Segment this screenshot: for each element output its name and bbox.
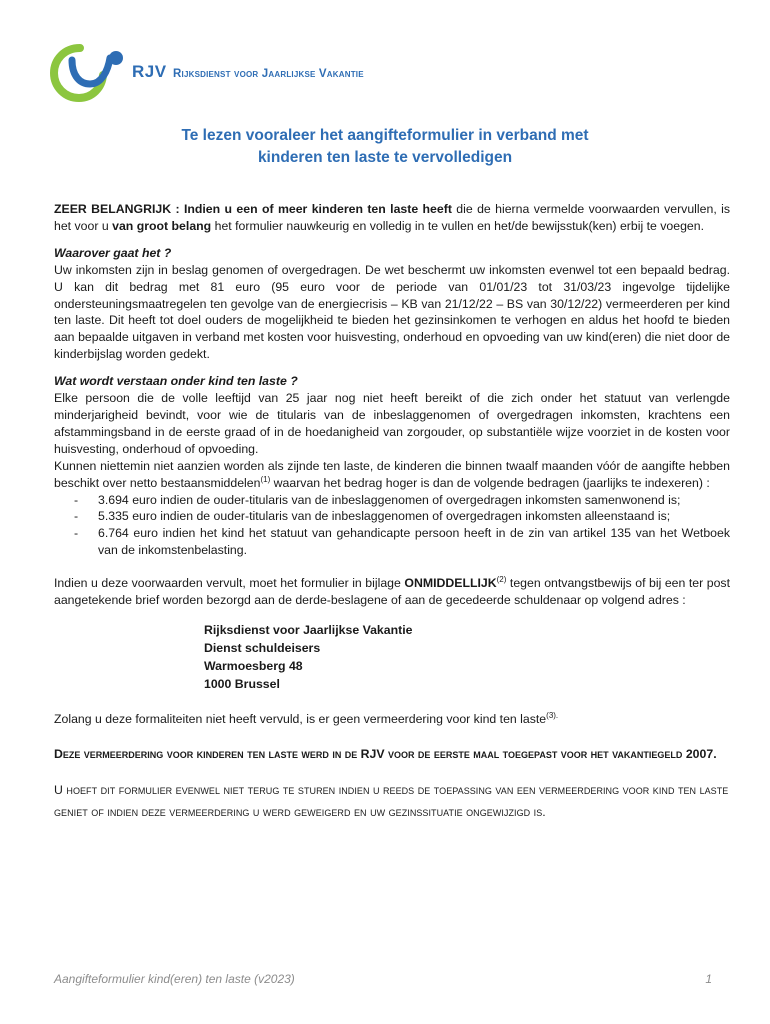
address-block (204, 621, 730, 693)
section2-body-2-post: waarvan het bedrag hoger is dan de volgende bedragen (jaarlijks te indexeren) : (270, 475, 710, 490)
intro-text-2: het formulier nauwkeurig en volledig in te vullen en het/de bewijsstuk(ken) erbij te voegen. (211, 218, 705, 233)
address-line-1: Rijksdienst voor Jaarlijkse Vakantie (204, 622, 413, 637)
logo-abbr: RJV (132, 62, 167, 81)
footnote-ref-2: (2) (496, 575, 507, 585)
list-item: - 5.335 euro indien de ouder-titularis van de inbeslaggenomen of overgedragen inkomsten alleenstaand is; (54, 508, 730, 525)
page-footer (54, 972, 712, 986)
page-number: 1 (705, 972, 712, 986)
rjv-logo (50, 40, 364, 104)
note-no-return: U hoeft dit formulier evenwel niet terug te sturen indien u reeds de toepassing van een vermeerdering voor kind ten laste geniet of indien deze vermeerdering u werd geweigerd en uw gezinssituatie ongewijzigd is. (54, 782, 729, 819)
logo-name: Rijksdienst voor Jaarlijkse Vakantie (173, 68, 364, 80)
footnote-ref-1: (1) (260, 474, 271, 484)
section2-body-1: Elke persoon die de volle leeftijd van 25 jaar nog niet heeft bereikt of die zich onder het statuut van verlengde minderjarigheid bevindt, voor wie de titularis van de inbeslaggenomen of overgedragen inkomsten, krachtens een afstammingsband in de eerste graad of in de hoedanigheid van zorgouder, op substantiële wijze voorziet in de kosten voor huisvesting, onderhoud of opvoeding. (54, 391, 730, 456)
section2-body-2 (54, 458, 730, 492)
footnote-ref-3: (3). (546, 710, 559, 720)
section3-pre: Indien u deze voorwaarden vervult, moet het formulier in bijlage (54, 576, 405, 591)
address-line-2: Dienst schuldeisers (204, 640, 321, 655)
list-item: - 6.764 euro indien het kind het statuut van gehandicapte persoon heeft in de zin van artikel 135 van het Wetboek van de inkomstenbelasting. (54, 525, 730, 559)
document-body (54, 201, 730, 823)
section3-paragraph (54, 575, 730, 609)
logo-wordmark (132, 62, 364, 82)
page-title (0, 125, 770, 169)
intro-text-1: die de hierna vermelde voorwaarden vervullen, is het voor u (54, 202, 730, 233)
footer-form-name: Aangifteformulier kind(eren) ten laste (v2023) (54, 972, 295, 986)
intro-paragraph (54, 201, 730, 235)
title-line-2: kinderen ten laste te vervolledigen (257, 149, 513, 166)
section2-body-2-pre: Kunnen niettemin niet aanzien worden als zijnde ten laste, de kinderen die binnen twaalf maanden vóór de aangifte hebben beschikt over netto bestaansmiddelen (54, 458, 730, 490)
address-line-4: 1000 Brussel (204, 676, 280, 691)
intro-bold: van groot belang (112, 218, 212, 233)
rjv-logo-icon (50, 40, 126, 104)
address-line-3: Warmoesberg 48 (204, 658, 303, 673)
note-first-application: Deze vermeerdering voor kinderen ten laste werd in de RJV voor de eerste maal toegepast voor het vakantiegeld 2007. (54, 746, 717, 761)
section1-question: Waarover gaat het ? (54, 245, 172, 260)
threshold-list (54, 492, 730, 560)
section3-bold: ONMIDDELLIJK (404, 576, 497, 591)
section3-post: tegen ontvangstbewijs of bij een ter post aangetekende brief worden bezorgd aan de derde-beslagene of aan de gecedeerde schuldenaar op volgend adres : (54, 576, 730, 608)
formalities-paragraph (54, 711, 730, 728)
section2-question: Wat wordt verstaan onder kind ten laste ? (54, 374, 298, 389)
title-line-1: Te lezen vooraleer het aangifteformulier in verband met (181, 127, 589, 144)
intro-lead: ZEER BELANGRIJK : Indien u een of meer kinderen ten laste heeft (54, 202, 452, 216)
section1-body: Uw inkomsten zijn in beslag genomen of overgedragen. De wet beschermt uw inkomsten evenwel tot een bepaald bedrag. U kan dit bedrag met 81 euro (95 euro voor de periode van 01/01/23 tot 31/03/23 ingevolge tijdelijke ondersteuningsmaatregelen ten gevolge van de energiecrisis – KB van 21/12/22 – BS van 30/12/22) vermeerderen per kind ten laste. Dit heeft tot doel ouders de mogelijkheid te bieden het gezinsinkomen te verhogen en aldus het hoofd te bieden aan bepaalde uitgaven in verband met kosten voor huisvesting, onderhoud en opvoeding van uw kind(eren) die niet door de kinderbijslag worden gedekt. (54, 262, 730, 362)
formalities-text: Zolang u deze formaliteiten niet heeft vervuld, is er geen vermeerdering voor kind ten laste (54, 711, 547, 726)
list-item: - 3.694 euro indien de ouder-titularis van de inbeslaggenomen of overgedragen inkomsten samenwonend is; (54, 492, 730, 509)
